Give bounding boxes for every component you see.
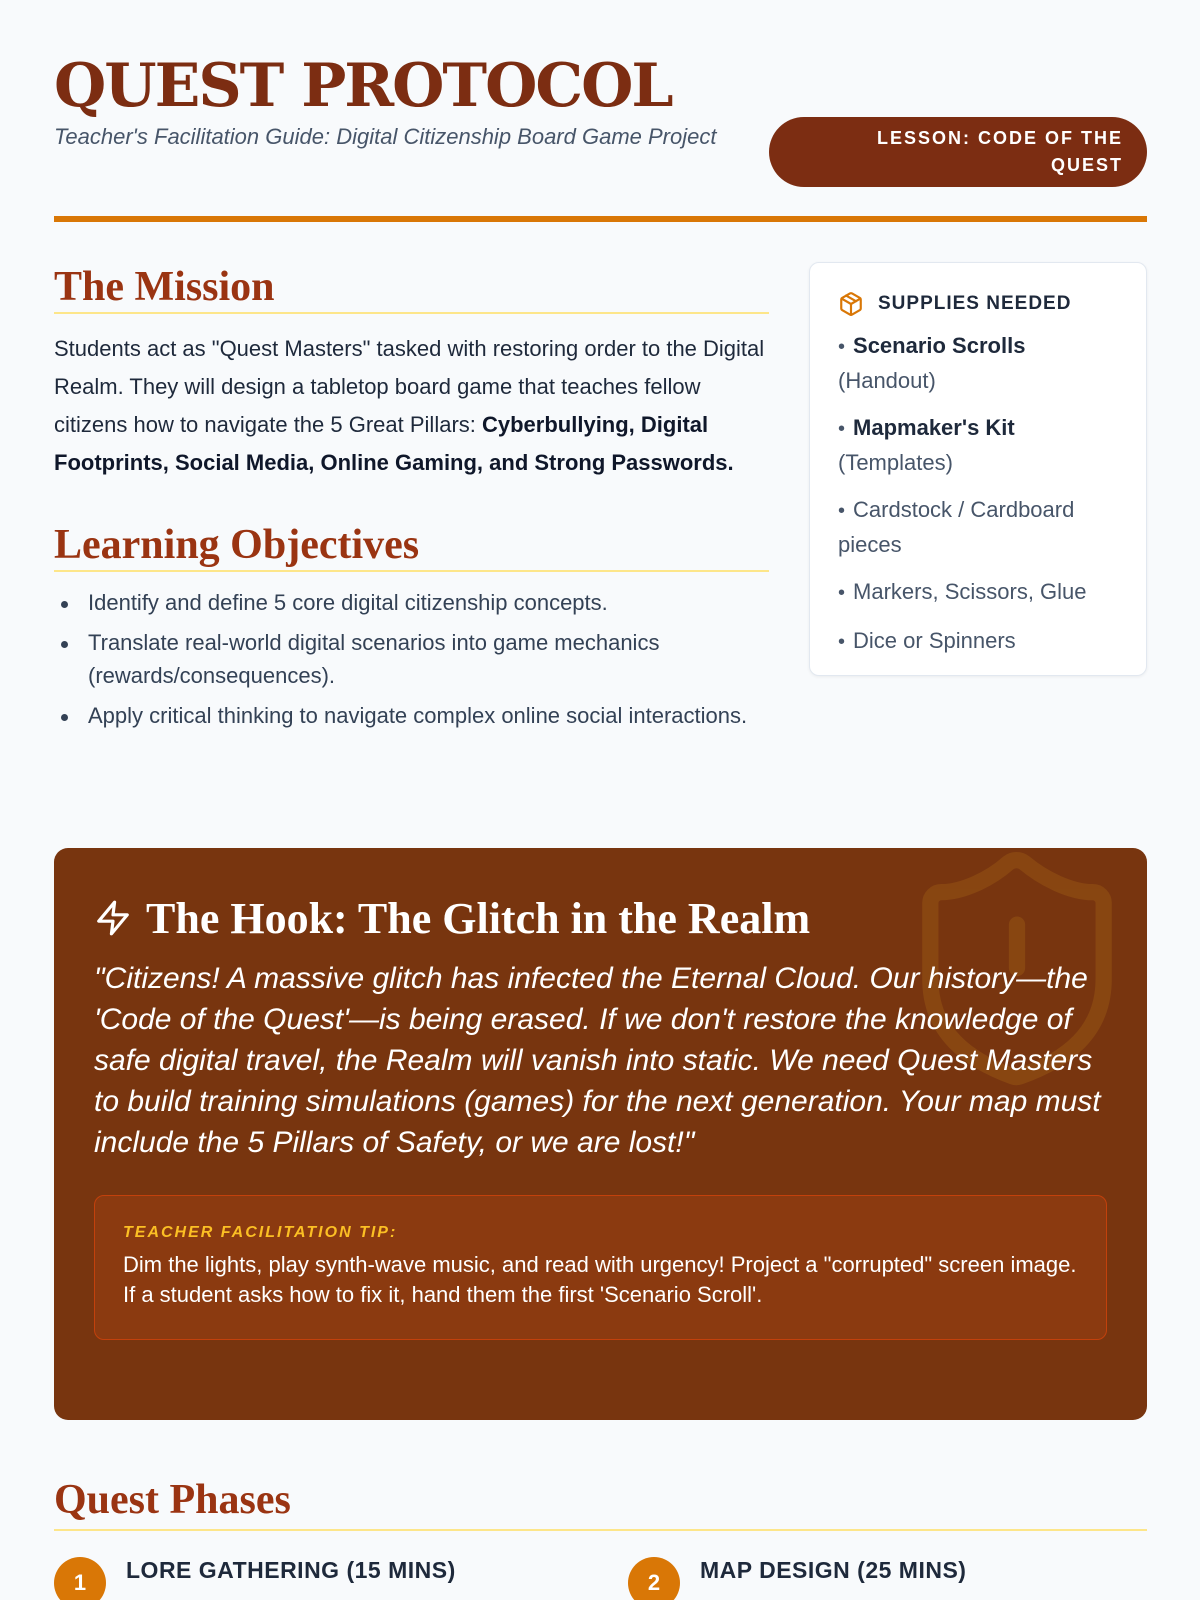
phase-title: MAP DESIGN (25 MINS)	[700, 1557, 967, 1583]
phase-number: 2	[628, 1557, 680, 1600]
supply-item: • Scenario Scrolls (Handout)	[838, 333, 1026, 393]
supply-item: • Markers, Scissors, Glue	[838, 579, 1087, 604]
supply-note: (Handout)	[838, 368, 936, 393]
supply-item: • Mapmaker's Kit (Templates)	[838, 415, 1015, 475]
supply-name: Scenario Scrolls	[853, 333, 1026, 358]
mission-text	[54, 330, 769, 482]
objective-item: Apply critical thinking to navigate complex online social interactions.	[54, 699, 769, 732]
facilitation-tip	[94, 1195, 1107, 1340]
supply-text: Dice or Spinners	[853, 628, 1016, 653]
supplies-title: SUPPLIES NEEDED	[878, 293, 1072, 314]
supply-text: Markers, Scissors, Glue	[853, 579, 1087, 604]
phase-title: LORE GATHERING (15 MINS)	[126, 1557, 456, 1583]
supply-note: (Templates)	[838, 450, 953, 475]
hook-header	[94, 888, 1107, 948]
lightning-icon	[94, 899, 132, 937]
package-icon	[838, 291, 864, 317]
phases-heading: Quest Phases	[54, 1475, 1147, 1531]
tip-label: TEACHER FACILITATION TIP:	[123, 1224, 398, 1241]
guide-page	[54, 0, 1147, 1595]
phase-item	[54, 1555, 456, 1600]
overview-column	[54, 262, 769, 739]
phase-item	[628, 1555, 966, 1600]
supplies-card	[809, 262, 1147, 676]
page-header	[54, 0, 1147, 222]
objective-item: Identify and define 5 core digital citizenship concepts.	[54, 586, 769, 619]
objectives-list	[54, 586, 769, 732]
supplies-list	[838, 329, 1118, 659]
objectives-heading: Learning Objectives	[54, 520, 769, 572]
supply-item: • Cardstock / Cardboard pieces	[838, 497, 1075, 557]
mission-pillars: Cyberbullying, Digital Footprints, Social Media, Online Gaming, and Strong Passwords.	[54, 412, 734, 475]
page-title: QUEST PROTOCOL	[54, 51, 672, 121]
quest-phases	[54, 1475, 1147, 1595]
hook-title: The Hook: The Glitch in the Realm	[146, 893, 811, 943]
mission-body: Students act as "Quest Masters" tasked with restoring order to the Digital Realm. They will design a tabletop board game that teaches fellow citizens how to navigate the 5 Great Pillars:	[54, 336, 765, 437]
objective-item: Translate real-world digital scenarios into game mechanics (rewards/consequences).	[54, 626, 769, 692]
page-subtitle: Teacher's Facilitation Guide: Digital Citizenship Board Game Project	[54, 124, 717, 149]
supplies-header	[838, 289, 1118, 319]
hook-quote: "Citizens! A massive glitch has infected the Eternal Cloud. Our history—the 'Code of the Quest'—is being erased. If we don't restore the knowledge of safe digital travel, the Realm will vanish into static. We need Quest Masters to build training simulations (games) for the next generation. Your map must include the 5 Pillars of Safety, or we are lost!"	[94, 962, 1101, 1159]
tip-text: Dim the lights, play synth-wave music, and read with urgency! Project a "corrupted" screen image. If a student asks how to fix it, hand them the first 'Scenario Scroll'.	[123, 1252, 1077, 1307]
mission-heading: The Mission	[54, 262, 769, 314]
supply-name: Mapmaker's Kit	[853, 415, 1015, 440]
hook-panel	[54, 848, 1147, 1420]
supply-text: Cardstock / Cardboard pieces	[838, 497, 1075, 557]
supply-item: • Dice or Spinners	[838, 628, 1016, 653]
lesson-badge: LESSON: CODE OF THE QUEST	[769, 117, 1147, 187]
phase-number: 1	[54, 1557, 106, 1600]
